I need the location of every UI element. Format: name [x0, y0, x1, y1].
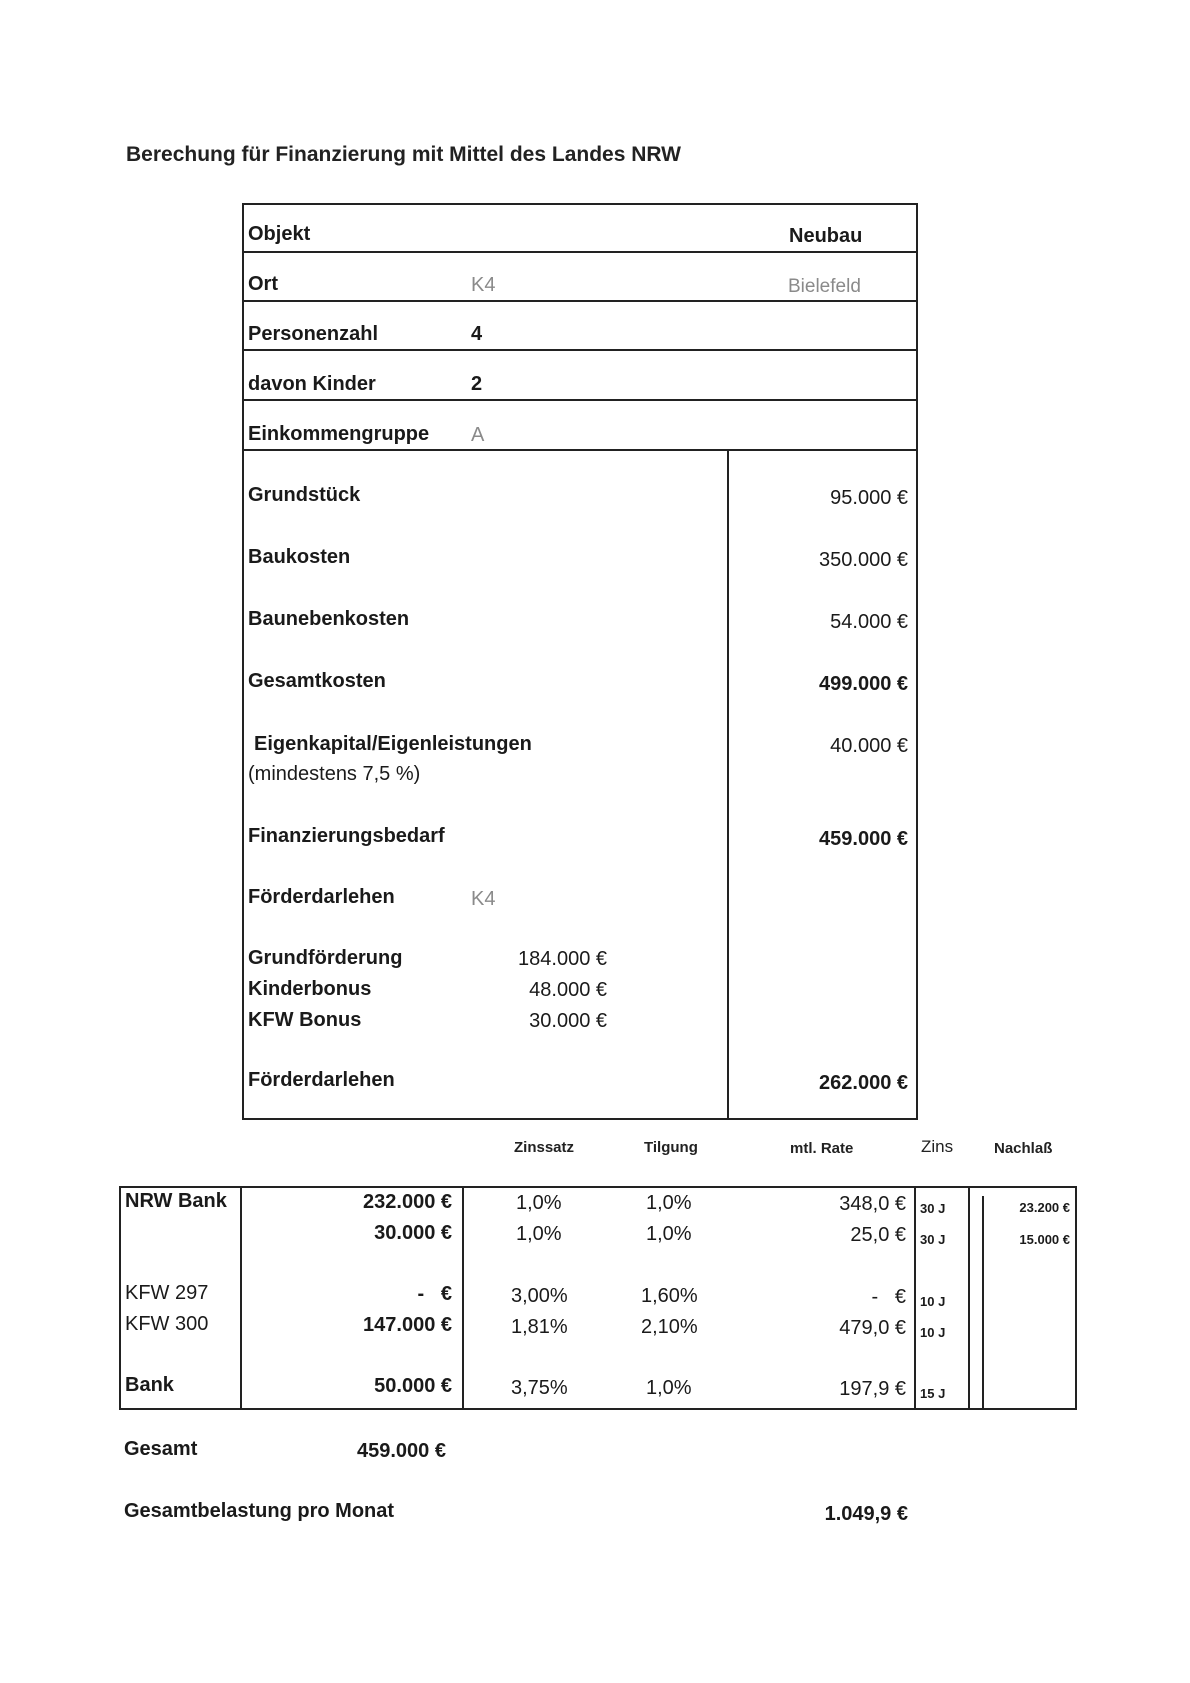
loan-zins: 30 J — [920, 1232, 946, 1247]
kinderbonus-value: 48.000 € — [529, 979, 607, 1001]
kinder-value: 2 — [471, 373, 483, 395]
header-zins: Zins — [921, 1137, 954, 1156]
loan-zinssatz: 1,0% — [516, 1223, 562, 1245]
eigenkapital-note: (mindestens 7,5 %) — [248, 763, 421, 785]
baunebenkosten-label: Baunebenkosten — [248, 608, 410, 630]
header-tilgung: Tilgung — [644, 1139, 698, 1156]
baunebenkosten-value: 54.000 € — [830, 611, 908, 633]
einkommen-label: Einkommengruppe — [248, 423, 430, 445]
objekt-label: Objekt — [248, 223, 311, 245]
loan-tilgung: 1,0% — [646, 1377, 692, 1399]
loan-zinssatz: 3,75% — [511, 1377, 568, 1399]
divider — [242, 300, 918, 302]
loan-zinssatz: 1,81% — [511, 1316, 568, 1338]
personen-value: 4 — [471, 323, 483, 345]
foerderdarlehen-code: K4 — [471, 888, 496, 910]
foerderdarlehen-total-label: Förderdarlehen — [248, 1069, 395, 1091]
grundstueck-label: Grundstück — [248, 484, 361, 506]
finanzierungsbedarf-label: Finanzierungsbedarf — [248, 825, 445, 847]
baukosten-label: Baukosten — [248, 546, 351, 568]
column-divider — [914, 1186, 916, 1410]
einkommen-value: A — [471, 424, 485, 446]
ort-code: K4 — [471, 274, 496, 296]
loan-name: KFW 300 — [125, 1313, 209, 1335]
kinder-label: davon Kinder — [248, 373, 376, 395]
ort-label: Ort — [248, 273, 278, 295]
loan-tilgung: 1,0% — [646, 1223, 692, 1245]
loan-rate: 348,0 € — [839, 1193, 906, 1215]
loan-rate: 479,0 € — [839, 1317, 906, 1339]
column-divider — [727, 449, 729, 1120]
loan-name: NRW Bank — [125, 1190, 227, 1212]
divider — [242, 349, 918, 351]
objekt-value: Neubau — [789, 225, 863, 247]
loan-rate: - € — [871, 1286, 906, 1308]
loan-name: KFW 297 — [125, 1282, 209, 1304]
loan-tilgung: 1,0% — [646, 1192, 692, 1214]
divider — [242, 399, 918, 401]
gesamtkosten-label: Gesamtkosten — [248, 670, 386, 692]
loan-zins: 10 J — [920, 1294, 946, 1309]
divider — [242, 449, 918, 451]
divider — [242, 251, 918, 253]
loan-tilgung: 2,10% — [641, 1316, 698, 1338]
gesamt-label: Gesamt — [124, 1438, 198, 1460]
kfwbonus-label: KFW Bonus — [248, 1009, 362, 1031]
eigenkapital-value: 40.000 € — [830, 735, 908, 757]
column-divider — [968, 1186, 970, 1410]
loan-amount: 30.000 € — [374, 1222, 452, 1244]
foerderdarlehen-label: Förderdarlehen — [248, 886, 395, 908]
loan-nachlass: 15.000 € — [1019, 1232, 1070, 1247]
personen-label: Personenzahl — [248, 323, 379, 345]
column-divider — [982, 1196, 984, 1410]
loan-zins: 30 J — [920, 1201, 946, 1216]
grundfoerderung-label: Grundförderung — [248, 947, 403, 969]
header-rate: mtl. Rate — [790, 1140, 854, 1157]
loan-tilgung: 1,60% — [641, 1285, 698, 1307]
loan-rate: 197,9 € — [839, 1378, 906, 1400]
loan-name: Bank — [125, 1374, 174, 1396]
loan-rate: 25,0 € — [850, 1224, 906, 1246]
loan-zins: 15 J — [920, 1386, 946, 1401]
loan-nachlass: 23.200 € — [1019, 1200, 1070, 1215]
foerderdarlehen-total-value: 262.000 € — [819, 1072, 908, 1094]
header-zinssatz: Zinssatz — [514, 1139, 575, 1156]
gesamtbelastung-value: 1.049,9 € — [824, 1503, 908, 1525]
header-nachlass: Nachlaß — [994, 1140, 1053, 1157]
loan-amount: 147.000 € — [363, 1314, 452, 1336]
gesamtkosten-value: 499.000 € — [819, 673, 908, 695]
loan-amount: 232.000 € — [363, 1191, 452, 1213]
loan-amount: 50.000 € — [374, 1375, 452, 1397]
page-title: Berechung für Finanzierung mit Mittel des Landes NRW — [126, 143, 681, 166]
kinderbonus-label: Kinderbonus — [248, 978, 372, 1000]
finanzierungsbedarf-value: 459.000 € — [819, 828, 908, 850]
grundfoerderung-value: 184.000 € — [518, 948, 607, 970]
loan-zins: 10 J — [920, 1325, 946, 1340]
ort-value: Bielefeld — [788, 276, 861, 297]
loan-amount: - € — [417, 1283, 452, 1305]
grundstueck-value: 95.000 € — [830, 487, 908, 509]
kfwbonus-value: 30.000 € — [529, 1010, 607, 1032]
loan-zinssatz: 1,0% — [516, 1192, 562, 1214]
column-divider — [240, 1186, 242, 1410]
eigenkapital-label: Eigenkapital/Eigenleistungen — [254, 733, 532, 755]
gesamt-value: 459.000 € — [357, 1440, 446, 1462]
loan-zinssatz: 3,00% — [511, 1285, 568, 1307]
baukosten-value: 350.000 € — [819, 549, 908, 571]
gesamtbelastung-label: Gesamtbelastung pro Monat — [124, 1500, 395, 1522]
column-divider — [462, 1186, 464, 1410]
